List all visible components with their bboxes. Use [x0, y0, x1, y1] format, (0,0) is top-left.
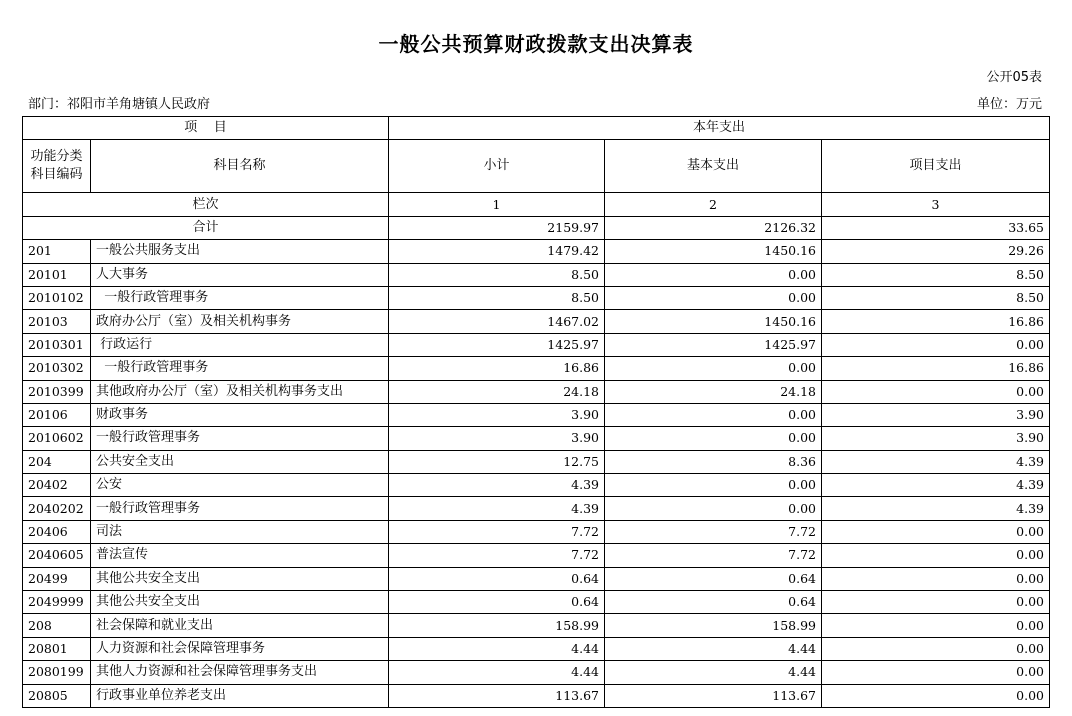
subject-code-cell: 20805	[23, 684, 91, 707]
basic-cell: 0.00	[605, 357, 822, 380]
subject-name-cell: 其他公共安全支出	[91, 567, 389, 590]
document-number: 公开05表	[986, 70, 1042, 85]
basic-cell: 1450.16	[605, 310, 822, 333]
subject-code-cell: 2010302	[23, 357, 91, 380]
subtotal-cell: 16.86	[389, 357, 605, 380]
col-3-number: 3	[822, 193, 1050, 216]
project-cell: 0.00	[822, 567, 1050, 590]
subject-name-cell: 一般行政管理事务	[91, 286, 389, 309]
subject-code-cell: 2010102	[23, 286, 91, 309]
subtotal-cell: 1425.97	[389, 333, 605, 356]
table-row	[23, 684, 1050, 707]
subtotal-cell: 12.75	[389, 450, 605, 473]
subtotal-cell: 158.99	[389, 614, 605, 637]
basic-cell: 0.00	[605, 263, 822, 286]
subject-code-cell: 20106	[23, 403, 91, 426]
subject-name-cell: 司法	[91, 520, 389, 543]
subtotal-cell: 1479.42	[389, 240, 605, 263]
basic-cell: 1450.16	[605, 240, 822, 263]
project-cell: 8.50	[822, 263, 1050, 286]
subject-code-cell: 2040202	[23, 497, 91, 520]
subject-code-cell: 20406	[23, 520, 91, 543]
project-cell: 4.39	[822, 497, 1050, 520]
project-cell: 0.00	[822, 684, 1050, 707]
subject-name-header: 科目名称	[91, 140, 389, 193]
basic-header: 基本支出	[605, 140, 822, 193]
subject-name-cell: 一般行政管理事务	[91, 427, 389, 450]
subject-name-cell: 社会保障和就业支出	[91, 614, 389, 637]
project-cell: 0.00	[822, 661, 1050, 684]
total-subtotal: 2159.97	[389, 216, 605, 239]
project-cell: 4.39	[822, 450, 1050, 473]
basic-cell: 7.72	[605, 544, 822, 567]
subject-code-cell: 20103	[23, 310, 91, 333]
column-number-row	[23, 193, 1050, 216]
subtotal-cell: 0.64	[389, 591, 605, 614]
subject-code-cell: 204	[23, 450, 91, 473]
project-cell: 0.00	[822, 380, 1050, 403]
subtotal-cell: 113.67	[389, 684, 605, 707]
subject-name-cell: 其他人力资源和社会保障管理事务支出	[91, 661, 389, 684]
subject-name-cell: 人力资源和社会保障管理事务	[91, 637, 389, 660]
basic-cell: 113.67	[605, 684, 822, 707]
basic-cell: 158.99	[605, 614, 822, 637]
project-cell: 3.90	[822, 403, 1050, 426]
basic-cell: 0.00	[605, 403, 822, 426]
subtotal-cell: 1467.02	[389, 310, 605, 333]
total-project: 33.65	[822, 216, 1050, 239]
subtotal-header: 小计	[389, 140, 605, 193]
table-row	[23, 380, 1050, 403]
table-row	[23, 310, 1050, 333]
total-label: 合计	[23, 216, 389, 239]
subject-code-cell: 2049999	[23, 591, 91, 614]
col-2-number: 2	[605, 193, 822, 216]
basic-cell: 0.00	[605, 474, 822, 497]
table-row	[23, 450, 1050, 473]
basic-cell: 1425.97	[605, 333, 822, 356]
subject-name-cell: 其他政府办公厅（室）及相关机构事务支出	[91, 380, 389, 403]
subject-code-cell: 20499	[23, 567, 91, 590]
project-cell: 8.50	[822, 286, 1050, 309]
basic-cell: 0.00	[605, 497, 822, 520]
total-row	[23, 216, 1050, 239]
subject-code-cell: 2010301	[23, 333, 91, 356]
subject-name-cell: 公安	[91, 474, 389, 497]
func-code-header: 功能分类科目编码	[23, 140, 91, 193]
basic-cell: 0.64	[605, 567, 822, 590]
subject-code-cell: 2080199	[23, 661, 91, 684]
subtotal-cell: 7.72	[389, 520, 605, 543]
subtotal-cell: 24.18	[389, 380, 605, 403]
basic-cell: 24.18	[605, 380, 822, 403]
basic-cell: 0.64	[605, 591, 822, 614]
basic-cell: 0.00	[605, 427, 822, 450]
subtotal-cell: 0.64	[389, 567, 605, 590]
table-row	[23, 614, 1050, 637]
subject-name-cell: 一般行政管理事务	[91, 357, 389, 380]
subject-name-cell: 行政事业单位养老支出	[91, 684, 389, 707]
subject-name-cell: 一般公共服务支出	[91, 240, 389, 263]
table-row	[23, 240, 1050, 263]
page-title: 一般公共预算财政拨款支出决算表	[378, 32, 694, 56]
project-cell: 3.90	[822, 427, 1050, 450]
department-label: 部门：祁阳市羊角塘镇人民政府	[28, 97, 211, 112]
table-row	[23, 286, 1050, 309]
subject-code-cell: 201	[23, 240, 91, 263]
table-row	[23, 474, 1050, 497]
subtotal-cell: 4.44	[389, 637, 605, 660]
project-header: 项目支出	[822, 140, 1050, 193]
subtotal-cell: 8.50	[389, 263, 605, 286]
subject-name-cell: 人大事务	[91, 263, 389, 286]
subject-name-cell: 普法宣传	[91, 544, 389, 567]
project-cell: 4.39	[822, 474, 1050, 497]
basic-cell: 4.44	[605, 661, 822, 684]
table-row	[23, 357, 1050, 380]
current-year-header: 本年支出	[389, 117, 1050, 140]
table-row	[23, 661, 1050, 684]
subtotal-cell: 3.90	[389, 403, 605, 426]
subject-name-cell: 政府办公厅（室）及相关机构事务	[91, 310, 389, 333]
subtotal-cell: 4.39	[389, 474, 605, 497]
subject-name-cell: 财政事务	[91, 403, 389, 426]
table-row	[23, 544, 1050, 567]
subject-code-cell: 20101	[23, 263, 91, 286]
total-basic: 2126.32	[605, 216, 822, 239]
basic-cell: 7.72	[605, 520, 822, 543]
table-row	[23, 263, 1050, 286]
subject-name-cell: 行政运行	[91, 333, 389, 356]
basic-cell: 8.36	[605, 450, 822, 473]
expenditure-table	[22, 116, 1050, 708]
table-row	[23, 333, 1050, 356]
project-cell: 0.00	[822, 520, 1050, 543]
subject-code-cell: 20801	[23, 637, 91, 660]
subject-code-cell: 208	[23, 614, 91, 637]
subject-code-cell: 2010602	[23, 427, 91, 450]
unit-label: 单位：万元	[976, 97, 1042, 112]
project-cell: 16.86	[822, 357, 1050, 380]
subject-name-cell: 其他公共安全支出	[91, 591, 389, 614]
project-cell: 0.00	[822, 333, 1050, 356]
item-header: 项 目	[23, 117, 389, 140]
subject-code-cell: 2010399	[23, 380, 91, 403]
table-row	[23, 591, 1050, 614]
subtotal-cell: 3.90	[389, 427, 605, 450]
subject-name-cell: 公共安全支出	[91, 450, 389, 473]
subtotal-cell: 8.50	[389, 286, 605, 309]
subject-code-cell: 2040605	[23, 544, 91, 567]
project-cell: 0.00	[822, 614, 1050, 637]
table-row	[23, 637, 1050, 660]
col-1-number: 1	[389, 193, 605, 216]
project-cell: 16.86	[822, 310, 1050, 333]
project-cell: 29.26	[822, 240, 1050, 263]
subtotal-cell: 7.72	[389, 544, 605, 567]
table-row	[23, 403, 1050, 426]
basic-cell: 4.44	[605, 637, 822, 660]
table-row	[23, 567, 1050, 590]
project-cell: 0.00	[822, 544, 1050, 567]
table-row	[23, 497, 1050, 520]
subtotal-cell: 4.39	[389, 497, 605, 520]
table-row	[23, 520, 1050, 543]
project-cell: 0.00	[822, 637, 1050, 660]
subtotal-cell: 4.44	[389, 661, 605, 684]
basic-cell: 0.00	[605, 286, 822, 309]
project-cell: 0.00	[822, 591, 1050, 614]
header-row-1	[23, 117, 1050, 140]
subject-code-cell: 20402	[23, 474, 91, 497]
header-row-2	[23, 140, 1050, 193]
table-row	[23, 427, 1050, 450]
column-label: 栏次	[23, 193, 389, 216]
subject-name-cell: 一般行政管理事务	[91, 497, 389, 520]
